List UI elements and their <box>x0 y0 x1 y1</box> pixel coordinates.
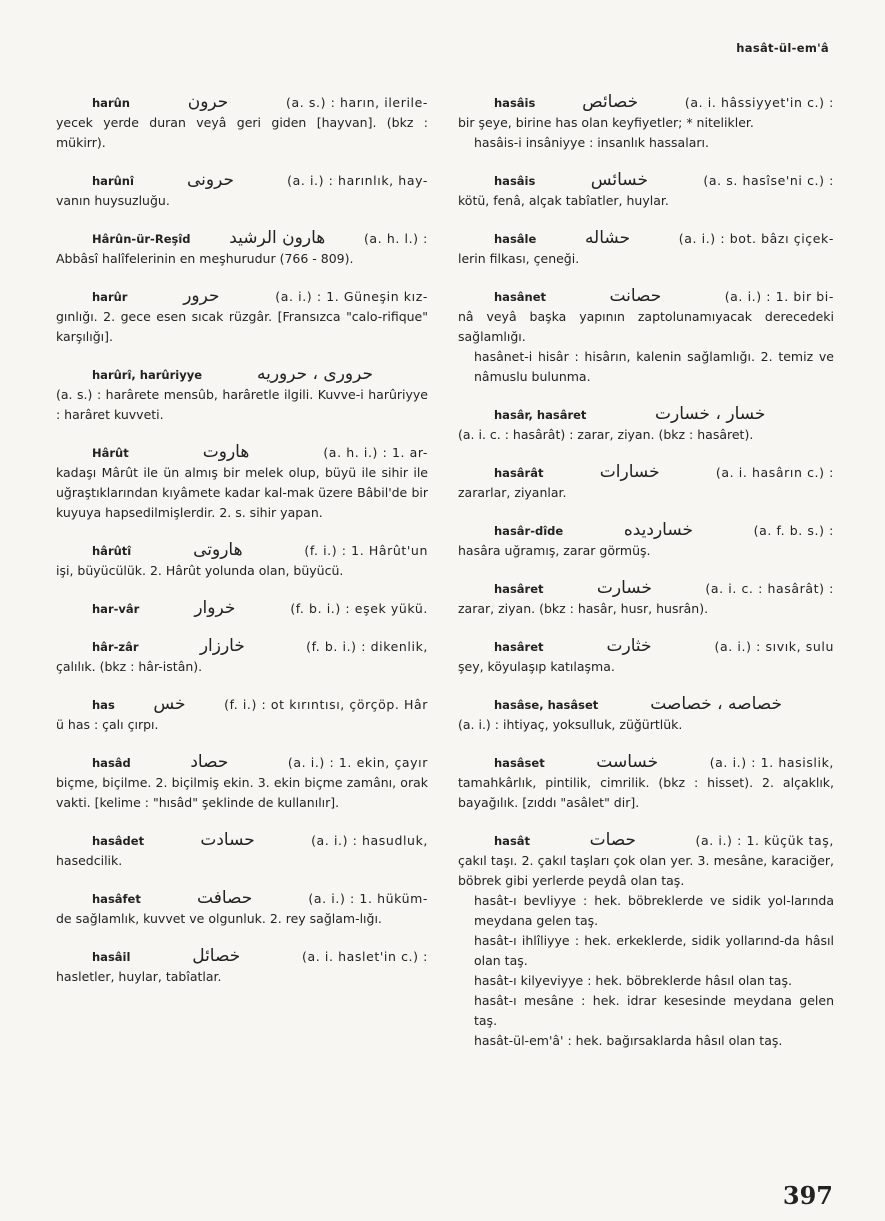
arabic-script: حصاد <box>190 752 229 772</box>
grammar-info: (a. i. c. : hasârât) : <box>705 581 834 596</box>
definition: kötü, fenâ, alçak tabîatler, huylar. <box>458 193 669 208</box>
entry-headline <box>458 752 834 773</box>
grammar-info: (a. h. l.) : <box>363 231 428 246</box>
definition: şey, köyulaşıp katılaşma. <box>458 659 615 674</box>
headword: Hârût <box>92 446 129 460</box>
left-column <box>56 92 428 1004</box>
grammar-info: (a. i.) : 1. hüküm- <box>308 891 428 906</box>
headword: harûr <box>92 290 128 304</box>
headword: hâr-zâr <box>92 640 139 654</box>
entry-headline <box>56 286 428 307</box>
dictionary-entry <box>56 442 428 523</box>
arabic-script: خسار ، خسارت <box>655 404 766 424</box>
headword: hasârât <box>494 466 544 480</box>
headword: harûrî, harûriyye <box>92 368 203 382</box>
definition: zarar, ziyan. (bkz : hasâr, husr, husrân). <box>458 601 709 616</box>
definition: vanın huysuzluğu. <box>56 193 170 208</box>
definition: (a. i. c. : hasârât) : zarar, ziyan. (bkz : hasâret). <box>458 427 754 442</box>
headword: hasâse, hasâset <box>494 698 599 712</box>
arabic-script: خارزار <box>199 636 245 656</box>
grammar-info: (a. i.) : hasudluk, <box>311 833 428 848</box>
dictionary-entry <box>458 286 834 387</box>
grammar-info: (a. s. hasîse'ni c.) : <box>703 173 834 188</box>
headword: hasâr, hasâret <box>494 408 587 422</box>
arabic-script: حرون <box>187 92 229 112</box>
definition: hasâra uğramış, zarar görmüş. <box>458 543 651 558</box>
grammar-info: (a. i.) : 1. küçük taş, <box>695 833 834 848</box>
grammar-info: (a. i. hasârın c.) : <box>715 465 834 480</box>
arabic-script: حسادت <box>200 830 255 850</box>
dictionary-entry <box>458 170 834 211</box>
definition: zararlar, ziyanlar. <box>458 485 567 500</box>
definition: hasletler, huylar, tabîatlar. <box>56 969 222 984</box>
arabic-script: حرور <box>183 286 220 306</box>
grammar-info: (a. i.) : sıvık, sulu <box>714 639 834 654</box>
entry-headline <box>458 694 834 715</box>
definition: tamahkârlık, pintilik, cimrilik. (bkz : hisset). 2. alçaklık, bayağılık. [zıddı "asâlet" dir]. <box>458 775 834 810</box>
headword: hasâfet <box>92 892 141 906</box>
headword: hasâset <box>494 756 545 770</box>
entry-headline <box>56 830 428 851</box>
grammar-info: (a. i. haslet'in c.) : <box>302 949 428 964</box>
definition: lerin filkası, çeneği. <box>458 251 580 266</box>
entry-headline <box>458 170 834 191</box>
entry-headline <box>458 404 834 425</box>
dictionary-entry <box>56 694 428 735</box>
headword: hârûtî <box>92 544 132 558</box>
definition: nâ veyâ başka yapının zaptolunamıyacak derecedeki sağlamlığı. <box>458 309 834 344</box>
dictionary-entry <box>56 830 428 871</box>
dictionary-entry <box>56 946 428 987</box>
dictionary-entry <box>458 228 834 269</box>
headword: hasât <box>494 834 531 848</box>
arabic-script: خسارات <box>599 462 660 482</box>
arabic-script: خروار <box>194 598 236 618</box>
sub-entry: hasât-ı mesâne : hek. idrar kesesinde meydana gelen taş. <box>474 993 834 1028</box>
definition: biçme, biçilme. 2. biçilmiş ekin. 3. ekin biçme zamânı, orak vakti. [kelime : "hısâd" şeklinde de kullanılır]. <box>56 775 428 810</box>
definition: çalılık. (bkz : hâr-istân). <box>56 659 203 674</box>
definition: (a. s.) : harârete mensûb, harâretle ilgili. Kuvve-i harûriyye : harâret kuvveti. <box>56 387 428 422</box>
dictionary-entry <box>56 92 428 153</box>
dictionary-entry <box>56 636 428 677</box>
arabic-script: حصات <box>589 830 636 850</box>
headword: hasâis <box>494 174 536 188</box>
dictionary-entry <box>56 752 428 813</box>
sub-entry: hasât-ı bevliyye : hek. böbreklerde ve sidik yol-larında meydana gelen taş. <box>474 893 834 928</box>
entry-headline <box>56 946 428 967</box>
entry-headline <box>458 228 834 249</box>
dictionary-entry <box>458 578 834 619</box>
arabic-script: خسارت <box>596 578 652 598</box>
definition: (a. i.) : ihtiyaç, yoksulluk, züğürtlük. <box>458 717 683 732</box>
headword: hasâle <box>494 232 537 246</box>
headword: hasâd <box>92 756 131 770</box>
dictionary-entry <box>458 752 834 813</box>
dictionary-entry <box>56 286 428 347</box>
sub-entry: hasât-ı kilyeviyye : hek. böbreklerde hâsıl olan taş. <box>474 973 792 988</box>
entry-headline <box>56 598 428 619</box>
dictionary-entry <box>56 364 428 425</box>
grammar-info: (f. i.) : ot kırıntısı, çörçöp. Hâr <box>224 697 428 712</box>
entry-headline <box>458 636 834 657</box>
arabic-script: حشاله <box>584 228 631 248</box>
definition: kadaşı Mârût ile ün almış bir melek olup, büyü ile sihir ile uğraştıklarından kıyâmete kadar kal-mak üzere Bâbil'de bir kuyuya hapsedilmişlerdir. 2. s. sihir yapan. <box>56 465 428 520</box>
definition: hasedcilik. <box>56 853 123 868</box>
right-column <box>458 92 834 1068</box>
arabic-script: هارون الرشيد <box>229 228 326 248</box>
definition: bir şeye, birine has olan keyfiyetler; * nitelikler. <box>458 115 754 130</box>
entry-headline <box>56 752 428 773</box>
page-number: 397 <box>782 1181 833 1210</box>
arabic-script: خصائل <box>192 946 241 966</box>
dictionary-entry <box>458 830 834 1051</box>
arabic-script: هاروتى <box>193 540 243 560</box>
entry-headline <box>458 520 834 541</box>
grammar-info: (a. i.) : bot. bâzı çiçek- <box>678 231 834 246</box>
sub-entry: hasâis-i insâniyye : insanlık hassaları. <box>474 135 709 150</box>
headword: hasâret <box>494 582 544 596</box>
headword: hasâdet <box>92 834 145 848</box>
grammar-info: (a. i.) : 1. hasislik, <box>709 755 834 770</box>
entry-headline <box>458 462 834 483</box>
entry-headline <box>56 170 428 191</box>
sub-entry: hasât-ı ihlîliyye : hek. erkeklerde, sidik yollarınd-da hâsıl olan taş. <box>474 933 834 968</box>
dictionary-entry <box>458 92 834 153</box>
definition: Abbâsî halîfelerinin en meşhurudur (766 - 809). <box>56 251 354 266</box>
dictionary-entry <box>56 170 428 211</box>
dictionary-entry <box>458 520 834 561</box>
headword: hasâr-dîde <box>494 524 564 538</box>
definition: çakıl taşı. 2. çakıl taşları çok olan yer. 3. mesâne, karaciğer, böbrek gibi yerlerde peydâ olan taş. <box>458 853 834 888</box>
headword: harûnî <box>92 174 134 188</box>
grammar-info: (a. f. b. s.) : <box>753 523 834 538</box>
running-header: hasât-ül-em'â <box>736 41 829 55</box>
definition: gınlığı. 2. gece esen sıcak rüzgâr. [Fransızca "calo-rifique" karşılığı]. <box>56 309 428 344</box>
arabic-script: هاروت <box>202 442 250 462</box>
headword: hasâret <box>494 640 544 654</box>
entry-headline <box>458 92 834 113</box>
grammar-info: (a. i. hâssiyyet'in c.) : <box>684 95 834 110</box>
entry-headline <box>56 228 428 249</box>
sub-entry: hasânet-i hisâr : hisârın, kalenin sağlamlığı. 2. temiz ve nâmuslu bulunma. <box>474 349 834 384</box>
definition: de sağlamlık, kuvvet ve olgunluk. 2. rey sağlam-lığı. <box>56 911 382 926</box>
headword: harûn <box>92 96 130 110</box>
headword: hasâis <box>494 96 536 110</box>
arabic-script: خس <box>153 694 186 714</box>
arabic-script: حصانت <box>609 286 662 306</box>
grammar-info: (a. i.) : 1. ekin, çayır <box>287 755 428 770</box>
grammar-info: (f. i.) : 1. Hârût'un <box>304 543 428 558</box>
entry-headline <box>458 578 834 599</box>
dictionary-entry <box>56 540 428 581</box>
headword: hasâil <box>92 950 131 964</box>
dictionary-entry <box>458 636 834 677</box>
dictionary-entry <box>56 888 428 929</box>
dictionary-entry <box>458 404 834 445</box>
headword: Hârûn-ür-Reşîd <box>92 232 191 246</box>
arabic-script: خصائص <box>582 92 639 112</box>
arabic-script: حصافت <box>197 888 253 908</box>
entry-headline <box>56 364 428 385</box>
grammar-info: (f. b. i.) : dikenlik, <box>306 639 428 654</box>
dictionary-entry <box>458 462 834 503</box>
definition: işi, büyücülük. 2. Hârût yolunda olan, büyücü. <box>56 563 344 578</box>
headword: hasânet <box>494 290 547 304</box>
grammar-info: (a. s.) : harın, ilerile- <box>286 95 428 110</box>
headword: har-vâr <box>92 602 140 616</box>
definition: ü has : çalı çırpı. <box>56 717 159 732</box>
arabic-script: خسائس <box>590 170 648 190</box>
definition: yecek yerde duran veyâ geri giden [hayvan]. (bkz : mükirr). <box>56 115 428 150</box>
arabic-script: خثارت <box>606 636 652 656</box>
entry-headline <box>56 92 428 113</box>
grammar-info: (a. i.) : 1. bir bi- <box>724 289 834 304</box>
grammar-info: (a. h. i.) : 1. ar- <box>323 445 428 460</box>
entry-headline <box>56 694 428 715</box>
entry-headline <box>458 830 834 851</box>
sub-entry: hasât-ül-em'â' : hek. bağırsaklarda hâsıl olan taş. <box>474 1033 783 1048</box>
entry-headline <box>458 286 834 307</box>
grammar-info: (f. b. i.) : eşek yükü. <box>290 601 428 616</box>
grammar-info: (a. i.) : harınlık, hay- <box>287 173 428 188</box>
dictionary-entry <box>56 228 428 269</box>
entry-headline <box>56 888 428 909</box>
dictionary-entry <box>56 598 428 619</box>
arabic-script: خصاصه ، خصاصت <box>650 694 783 714</box>
grammar-info: (a. i.) : 1. Güneşin kız- <box>275 289 428 304</box>
dictionary-entry <box>458 694 834 735</box>
arabic-script: خساست <box>596 752 659 772</box>
entry-headline <box>56 442 428 463</box>
entry-headline <box>56 540 428 561</box>
arabic-script: حرونى <box>187 170 235 190</box>
entry-headline <box>56 636 428 657</box>
arabic-script: حرورى ، حروريه <box>256 364 374 384</box>
arabic-script: خساردیده <box>623 520 694 540</box>
headword: has <box>92 698 115 712</box>
